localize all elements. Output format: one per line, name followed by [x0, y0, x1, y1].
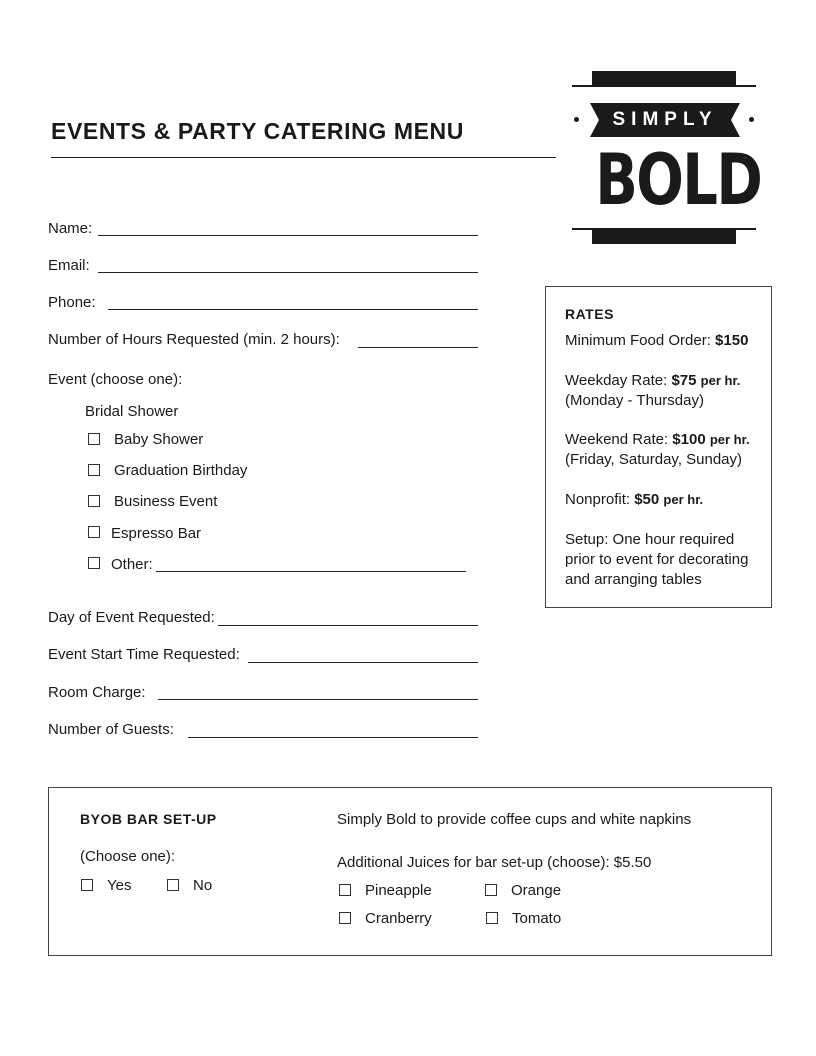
rate-weekday-value: $75 [671, 372, 697, 389]
event-label: Event (choose one): [48, 371, 183, 388]
hours-label: Number of Hours Requested (min. 2 hours): [48, 331, 340, 348]
event-option-espresso: Espresso Bar [111, 525, 202, 542]
juice-pineapple: Pineapple [365, 882, 432, 899]
rate-weekend-value: $100 [672, 431, 706, 448]
rate-nonprofit-label: Nonprofit: [565, 491, 631, 508]
byob-provide-text: Simply Bold to provide coffee cups and white napkins [337, 811, 692, 828]
email-field[interactable] [98, 272, 478, 273]
baby-shower-checkbox[interactable] [88, 433, 100, 445]
rate-weekend [565, 430, 750, 450]
business-event-checkbox[interactable] [88, 495, 100, 507]
room-charge-label: Room Charge: [48, 684, 146, 701]
logo-top-bar [592, 71, 736, 85]
other-checkbox[interactable] [88, 557, 100, 569]
juice-cranberry: Cranberry [365, 910, 432, 927]
start-time-field[interactable] [248, 662, 478, 663]
rate-weekend-label: Weekend Rate: [565, 431, 669, 448]
room-charge-field[interactable] [158, 699, 478, 700]
byob-no-label: No [193, 877, 213, 894]
event-option-other: Other: [111, 556, 153, 573]
rate-setup-line1: Setup: One hour required [565, 531, 735, 548]
hours-field[interactable] [358, 347, 478, 348]
logo-dot-right [749, 117, 754, 122]
orange-checkbox[interactable] [485, 884, 497, 896]
event-option-bridal: Bridal Shower [85, 403, 179, 420]
logo-simply-text: SIMPLY [612, 109, 718, 130]
rate-weekday [565, 371, 740, 391]
title-divider [51, 157, 556, 158]
pineapple-checkbox[interactable] [339, 884, 351, 896]
start-time-label: Event Start Time Requested: [48, 646, 240, 663]
phone-field[interactable] [108, 309, 478, 310]
rate-min-food [565, 331, 748, 351]
byob-title: BYOB BAR SET-UP [80, 811, 217, 827]
logo-bottom-bar [592, 230, 736, 244]
byob-no-checkbox[interactable] [167, 879, 179, 891]
name-field[interactable] [98, 235, 478, 236]
day-field[interactable] [218, 625, 478, 626]
page-title: EVENTS & PARTY CATERING MENU [51, 118, 464, 144]
name-label: Name: [48, 220, 93, 237]
rate-nonprofit-value: $50 [634, 491, 660, 508]
day-label: Day of Event Requested: [48, 609, 215, 626]
rate-weekday-days: (Monday - Thursday) [565, 392, 704, 409]
other-field[interactable] [156, 571, 466, 572]
byob-juices-label: Additional Juices for bar set-up (choose): $5.50 [337, 854, 652, 871]
cranberry-checkbox[interactable] [339, 912, 351, 924]
espresso-bar-checkbox[interactable] [88, 526, 100, 538]
event-option-graduation: Graduation Birthday [114, 462, 248, 479]
rates-title: RATES [565, 306, 614, 322]
email-label: Email: [48, 257, 90, 274]
logo-top-line [572, 85, 756, 87]
logo-dot-left [574, 117, 579, 122]
rate-min-food-label: Minimum Food Order: [565, 332, 711, 349]
phone-label: Phone: [48, 294, 96, 311]
event-option-business: Business Event [114, 493, 218, 510]
rate-weekday-unit: per hr. [700, 373, 741, 388]
logo-bold-text: BOLD [595, 139, 762, 221]
rate-weekday-label: Weekday Rate: [565, 372, 668, 389]
juice-orange: Orange [511, 882, 562, 899]
rate-setup-line3: and arranging tables [565, 571, 702, 588]
rate-nonprofit [565, 490, 703, 510]
rate-weekend-unit: per hr. [709, 432, 750, 447]
event-option-baby: Baby Shower [114, 431, 204, 448]
byob-choose-label: (Choose one): [80, 848, 176, 865]
rate-setup-line2: prior to event for decorating [565, 551, 749, 568]
juice-tomato: Tomato [512, 910, 562, 927]
guests-label: Number of Guests: [48, 721, 174, 738]
byob-yes-checkbox[interactable] [81, 879, 93, 891]
guests-field[interactable] [188, 737, 478, 738]
graduation-checkbox[interactable] [88, 464, 100, 476]
rate-weekend-days: (Friday, Saturday, Sunday) [565, 451, 743, 468]
tomato-checkbox[interactable] [486, 912, 498, 924]
rate-nonprofit-unit: per hr. [663, 492, 704, 507]
rate-min-food-value: $150 [715, 332, 749, 349]
byob-yes-label: Yes [107, 877, 132, 894]
